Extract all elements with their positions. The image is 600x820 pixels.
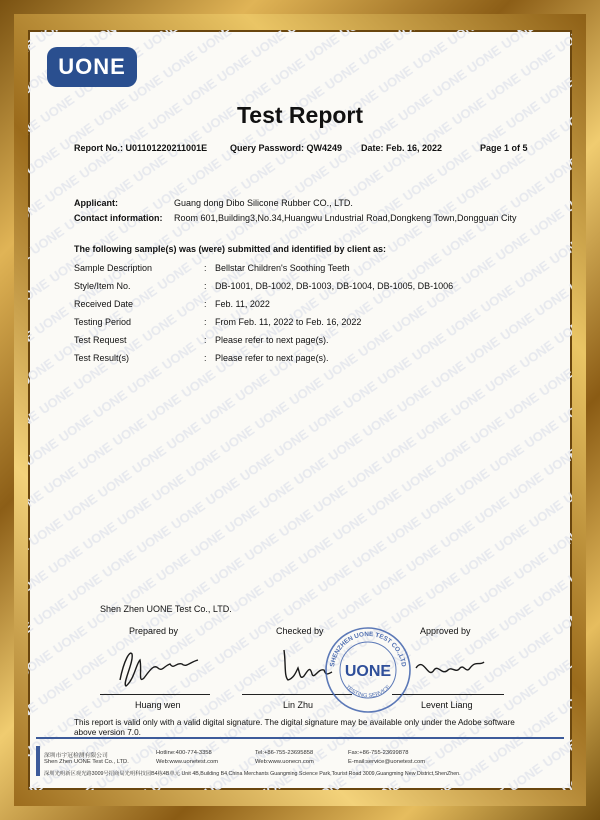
row-label: Test Request [74, 335, 127, 345]
row-value: From Feb. 11, 2022 to Feb. 16, 2022 [215, 317, 362, 327]
contact-value: Room 601,Building3,No.34,Huangwu Lndustrial Road,Dongkeng Town,Dongguan City [174, 213, 517, 223]
certificate-paper [28, 30, 572, 790]
applicant-value: Guang dong Dibo Silicone Rubber CO., LTD. [174, 198, 353, 208]
row-label: Testing Period [74, 317, 132, 327]
footer-website-2-text: Web:www.uonecn.com [255, 759, 314, 765]
page-number: Page 1 of 5 [480, 143, 528, 153]
footer-fax: Fax:+86-755-23699878 [348, 750, 409, 756]
prepared-signature [114, 640, 204, 692]
prepared-name: Huang wen [135, 700, 181, 710]
page-title: Test Report [236, 102, 364, 128]
query-password: Query Password: QW4249 [230, 143, 343, 153]
row-colon: : [204, 317, 207, 327]
footer-divider [36, 737, 564, 739]
seal-center-text: UONE [344, 663, 392, 680]
report-date: Date: Feb. 16, 2022 [361, 143, 443, 153]
footer-email[interactable] [348, 759, 425, 765]
prepared-signature-line [100, 694, 210, 695]
row-value: Please refer to next page(s). [215, 335, 329, 345]
row-label: Test Result(s) [74, 353, 130, 363]
footer-email-text: E-mail:service@uonetest.com [348, 759, 426, 765]
row-colon: : [204, 281, 207, 291]
uone-logo: UONE [47, 47, 137, 87]
footer-website-1-text: Web:www.uonetest.com [156, 759, 219, 765]
row-label: Sample Description [74, 263, 153, 273]
footer-tel: Tel:+86-755-23695858 [255, 750, 314, 756]
row-label: Received Date [74, 299, 134, 309]
applicant-label: Applicant: [74, 198, 118, 208]
sample-intro: The following sample(s) was (were) submitted and identified by client as: [74, 244, 387, 254]
approved-signature [412, 650, 486, 684]
report-number: Report No.: U01101220211001E [74, 143, 208, 153]
footer-en-name: Shen Zhen UONE Test Co., LTD. [44, 759, 129, 765]
seal-bottom-text: TESTING SERVICE [344, 684, 392, 700]
svg-text:TESTING SERVICE [344, 684, 392, 699]
footer-website-1[interactable] [156, 759, 218, 765]
row-value: DB-1001, DB-1002, DB-1003, DB-1004, DB-1005, DB-1006 [215, 281, 454, 291]
disclaimer-line-1: This report is valid only with a valid digital signature. The digital signature may be available only under the Adobe software [74, 718, 515, 727]
footer-accent-bar [36, 746, 40, 776]
row-colon: : [204, 335, 207, 345]
contact-label: Contact information: [74, 213, 163, 223]
approved-by-label: Approved by [420, 626, 471, 636]
row-colon: : [204, 263, 207, 273]
checked-by-label: Checked by [276, 626, 324, 636]
row-value: Feb. 11, 2022 [215, 299, 270, 309]
footer-website-2[interactable] [255, 759, 314, 765]
disclaimer-line-2: above version 7.0. [74, 728, 141, 737]
prepared-by-label: Prepared by [129, 626, 179, 636]
row-value: Bellstar Children's Soothing Teeth [215, 263, 350, 273]
row-label: Style/Item No. [74, 281, 131, 291]
company-seal [324, 626, 412, 714]
footer-cn-name: 深圳市宇冠检测有限公司 [44, 753, 108, 759]
footer-address: 深圳光明新区观光路3009号招商局光明科技园B4栋4B单元 Unit 4B,Building B4,China Merchants Guangming Science Park,Tourist Road 3009,Guangming New District,ShenZhen. [44, 771, 461, 777]
approved-name: Levent Liang [421, 700, 473, 710]
row-value: Please refer to next page(s). [215, 353, 329, 363]
checked-name: Lin Zhu [283, 700, 314, 710]
row-colon: : [204, 299, 207, 309]
footer-hotline: Hotline:400-774-3358 [156, 750, 212, 756]
company-name: Shen Zhen UONE Test Co., LTD. [100, 604, 232, 614]
row-colon: : [204, 353, 207, 363]
seal-top-text: SHENZHEN UONE TEST CO.,LTD [329, 630, 407, 668]
